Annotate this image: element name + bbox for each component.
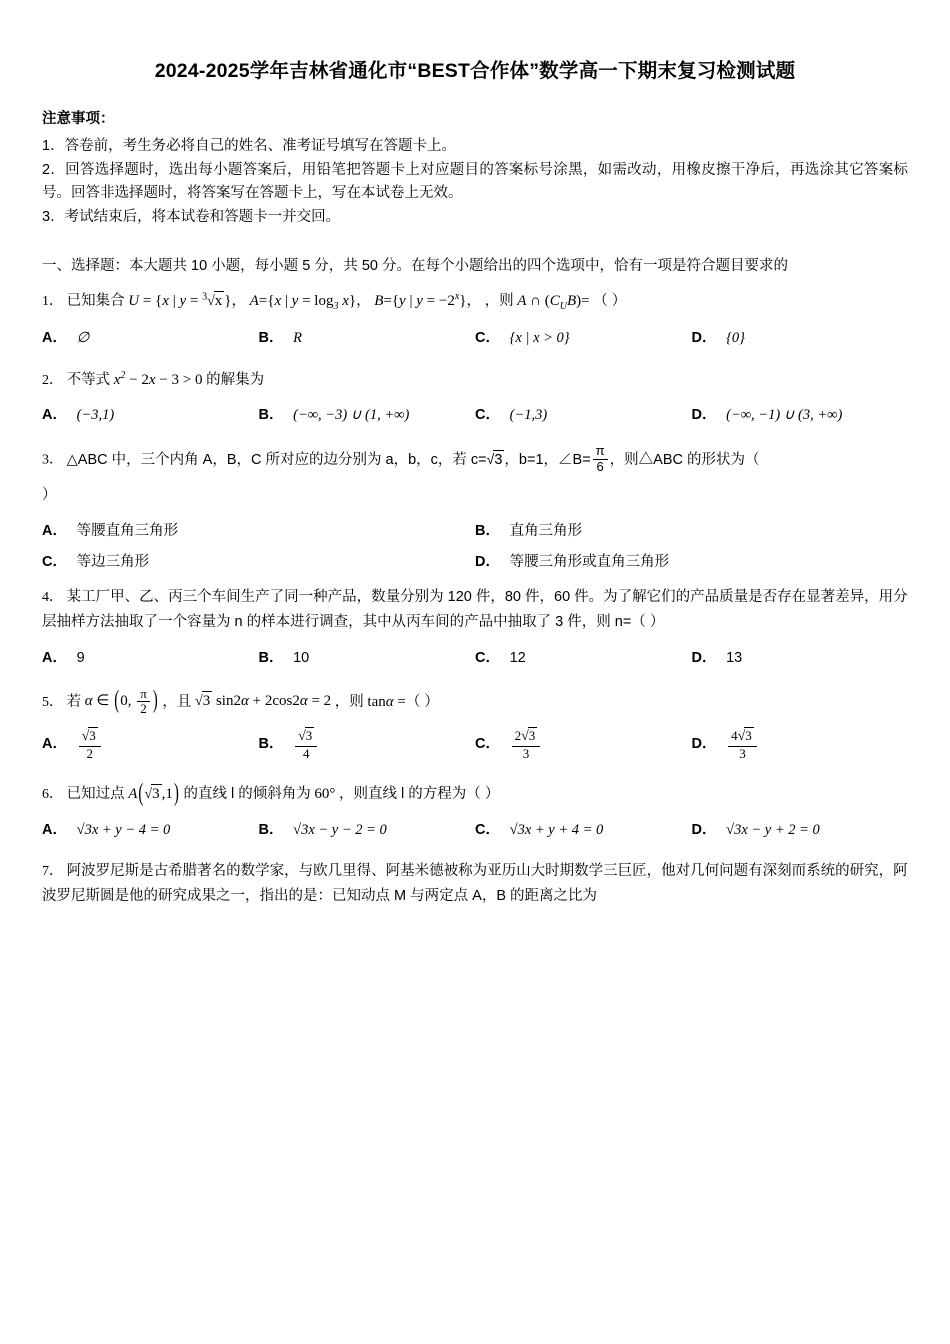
question-3-number: 3． [42,452,63,468]
question-2 [42,367,908,394]
question-1-stem-tail: ，则 [484,293,514,310]
question-5-stem-lead: 若 [66,693,82,710]
question-6-stem-mid: 的直线 l 的倾斜角为 [183,786,311,803]
question-6 [42,781,908,808]
question-1-option-c[interactable]: C． {x | x > 0} [475,329,570,346]
question-5-options [42,727,908,761]
question-1: 1． 已知集合 U = {x | y = $^3$√x }， A={x | $y = \log_3 x$}， B={y | $y = -2^x$}， ，则 A ∩ $(C_UB)=$ （ ） [42,291,627,313]
question-1-options [42,326,908,347]
page-title: 2024-2025学年吉林省通化市“BEST合作体”数学高一下期末复习检测试题 [154,60,796,82]
question-7-number: 7． [42,863,63,879]
question-1-expr-a: A={x | $y = \log_3 x$} [249,293,357,313]
question-5-option-d-fraction: $\frac{4√3}{3}$ [728,727,757,761]
question-4 [42,585,908,636]
question-2-expr: $x^2 - 2x - 3 > 0$ [113,369,203,388]
question-6-option-b[interactable]: B． √3x − y − 2 = 0 [258,821,387,838]
question-5-condition: α ∈ (0, $\frac{\pi}{2}$ ) [84,685,158,717]
question-6-option-d[interactable]: D． √3x − y + 2 = 0 [691,821,820,838]
question-5-ask: tanα = [367,693,406,710]
notice-line-1: 1．答卷前，考生务必将自己的姓名、准考证号填写在答题卡上。 [42,138,457,155]
question-6-stem-lead: 已知过点 [66,786,125,803]
question-1-number: 1． [42,294,63,310]
question-5-option-b-fraction: $\frac{√3}{4}$ [295,727,317,761]
question-5-answer-blank: （ ） [405,693,439,710]
question-5-stem-mid: ，且 [162,693,192,710]
question-5-expr: √3 sin2α + 2cos2α = 2 [195,693,332,710]
question-3-option-d[interactable]: D． 等腰三角形或直角三角形 [475,553,670,570]
question-5-option-c-fraction: $\frac{2√3}{3}$ [512,727,541,761]
question-5-option-a-fraction: $\frac{√3}{2}$ [79,727,101,761]
question-6-angle: 60° [314,786,336,803]
question-5-number: 5． [42,694,63,710]
notice-heading: 注意事项： [42,111,115,128]
question-2-option-c[interactable]: C． (−1,3) [475,407,548,424]
question-2-options [42,403,908,424]
question-1-expr-b: B={y | $y = -2^x$} [374,291,467,310]
question-2-stem-tail: 的解集为 [206,371,265,388]
question-6-number: 6． [42,787,63,803]
question-1-option-b[interactable]: B． R [258,329,302,346]
question-2-option-b[interactable]: B． (−∞, −3) ∪ (1, +∞) [258,407,410,424]
question-4-option-c[interactable]: C． 12 [475,649,526,666]
question-4-option-b[interactable]: B． 10 [258,649,310,666]
question-6-stem-tail: ，则直线 l 的方程为（ ） [339,786,500,803]
question-6-options [42,818,908,839]
question-3-option-b[interactable]: B． 直角三角形 [475,522,583,539]
question-5-option-d[interactable]: D． $\frac{4√3}{3}$ [692,727,909,761]
question-5-option-a[interactable]: A． $\frac{√3}{2}$ [42,727,259,761]
question-1-expr-ask: A ∩ $(C_UB)=$ [517,293,590,313]
question-1-option-a[interactable]: A． ∅ [42,329,90,346]
question-4-option-a[interactable]: A． 9 [42,649,85,666]
question-1-answer-blank: （ ） [593,293,627,310]
question-2-option-d[interactable]: D． (−∞, −1) ∪ (3, +∞) [691,407,843,424]
question-6-option-c[interactable]: C． √3x + y + 4 = 0 [475,821,604,838]
question-3 [42,444,908,475]
question-3-option-c[interactable]: C． 等边三角形 [42,553,150,570]
notice-line-2: 2．回答选择题时，选出每小题答案后，用铅笔把答题卡上对应题目的答案标号涂黑，如需改动，用橡皮擦干净后，再选涂其它答案标号。回答非选择题时，将答案写在答题卡上，写在本试卷上无效。 [42,161,908,202]
question-4-number: 4． [42,589,63,605]
notice-line-3: 3．考试结束后，将本试卷和答题卡一并交回。 [42,208,341,225]
question-2-stem-lead: 不等式 [66,371,111,388]
question-3-options-row-1 [42,519,908,540]
question-6-option-a[interactable]: A． √3x + y − 4 = 0 [42,821,171,838]
section-one-heading: 一、选择题：本大题共 10 小题，每小题 5 分，共 50 分。在每个小题给出的四个选项中，恰有一项是符合题目要求的 [42,258,788,275]
question-1-option-d[interactable]: D． {0} [691,329,745,346]
question-6-point: A(√3 ,1) [128,780,179,808]
question-3-stem-cont: ） [42,487,57,504]
question-2-option-a[interactable]: A． (−3,1) [42,407,115,424]
question-5-stem-tail: ，则 [334,693,364,710]
question-3-stem: △ABC 中，三个内角 A，B，C 所对应的边分别为 a，b，c，若 c=√3 ，b=1，∠B= $\frac{\pi}{6}$ ，则△ABC 的形状为（ [66,443,760,475]
question-1-stem-lead: 已知集合 [66,293,125,310]
question-4-options [42,646,908,667]
question-3-option-a[interactable]: A． 等腰直角三角形 [42,522,179,539]
question-7 [42,859,908,910]
question-5 [42,687,908,718]
question-3-options-row-2 [42,550,908,571]
question-7-stem: 阿波罗尼斯是古希腊著名的数学家，与欧几里得、阿基米德被称为亚历山大时期数学三巨匠，他对几何问题有深刻而系统的研究，阿波罗尼斯圆是他的研究成果之一，指出的是：已知动点 M 与两定点 A，B 的距离之比为 [42,862,908,905]
question-5-option-b[interactable]: B． $\frac{√3}{4}$ [259,727,476,761]
question-1-expr: U = {x | y = $^3$√x } [128,291,232,310]
question-4-stem: 某工厂甲、乙、丙三个车间生产了同一种产品，数量分别为 120 件，80 件，60 件。为了解它们的产品质量是否存在显著差异，用分层抽样方法抽取了一个容量为 n 的样本进行调查，其中从丙车间的产品中抽取了 3 件，则 n=（ ） [42,588,908,631]
question-5-option-c[interactable]: C． $\frac{2√3}{3}$ [475,727,692,761]
question-2-number: 2． [42,372,63,388]
question-4-option-d[interactable]: D． 13 [691,649,743,666]
